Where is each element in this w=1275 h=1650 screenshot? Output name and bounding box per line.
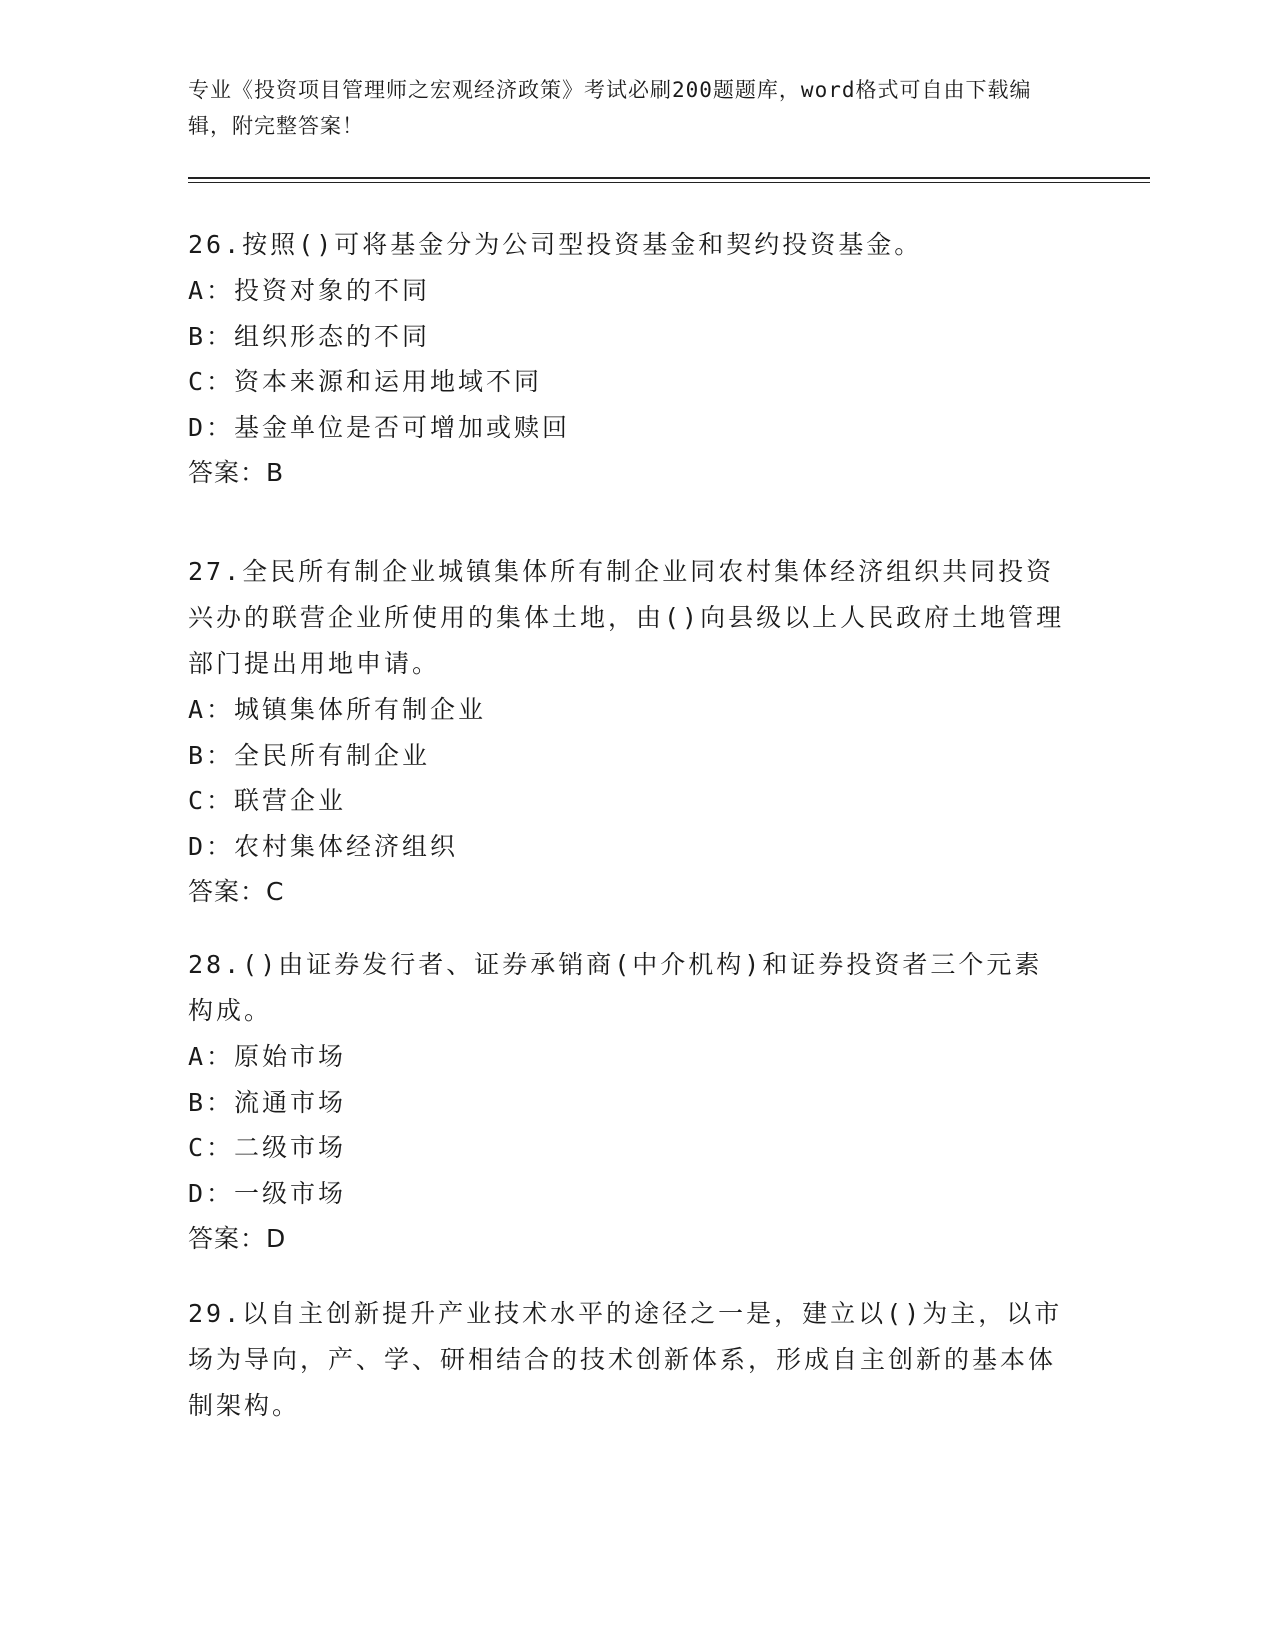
option-d: D：一级市场 [188,1178,347,1208]
question-stem: 28.()由证券发行者、证券承销商(中介机构)和证券投资者三个元素构成。 [188,950,1043,1025]
question-stem: 27.全民所有制企业城镇集体所有制企业同农村集体经济组织共同投资兴办的联营企业所使用的集体土地，由()向县级以上人民政府土地管理部门提出用地申请。 [188,557,1065,678]
answer-label: 答案：B [188,458,285,487]
option-b: B：组织形态的不同 [188,321,431,351]
question-stem: 26.按照()可将基金分为公司型投资基金和契约投资基金。 [188,230,923,259]
question-28 [188,942,1068,1262]
header-divider-thick [188,177,1150,179]
answer-label: 答案：D [188,1224,287,1253]
option-d: D：基金单位是否可增加或赎回 [188,412,571,442]
question-stem: 29.以自主创新提升产业技术水平的途径之一是，建立以()为主，以市场为导向，产、学、研相结合的技术创新体系，形成自主创新的基本体制架构。 [188,1299,1063,1420]
document-header: 专业《投资项目管理师之宏观经济政策》考试必刷200题题库，word格式可自由下载编辑，附完整答案！ [188,78,1032,138]
option-a: A：投资对象的不同 [188,276,431,305]
option-c: C：二级市场 [188,1133,347,1162]
option-b: B：流通市场 [188,1087,347,1117]
option-c: C：资本来源和运用地域不同 [188,367,543,396]
option-c: C：联营企业 [188,786,347,815]
header-divider-thin [188,182,1150,183]
option-d: D：农村集体经济组织 [188,831,459,861]
option-b: B：全民所有制企业 [188,740,431,770]
question-26 [188,222,1068,496]
option-a: A：原始市场 [188,1042,347,1071]
question-27 [188,549,1068,915]
answer-label: 答案：C [188,877,285,906]
question-29 [188,1291,1068,1429]
option-a: A：城镇集体所有制企业 [188,695,487,724]
